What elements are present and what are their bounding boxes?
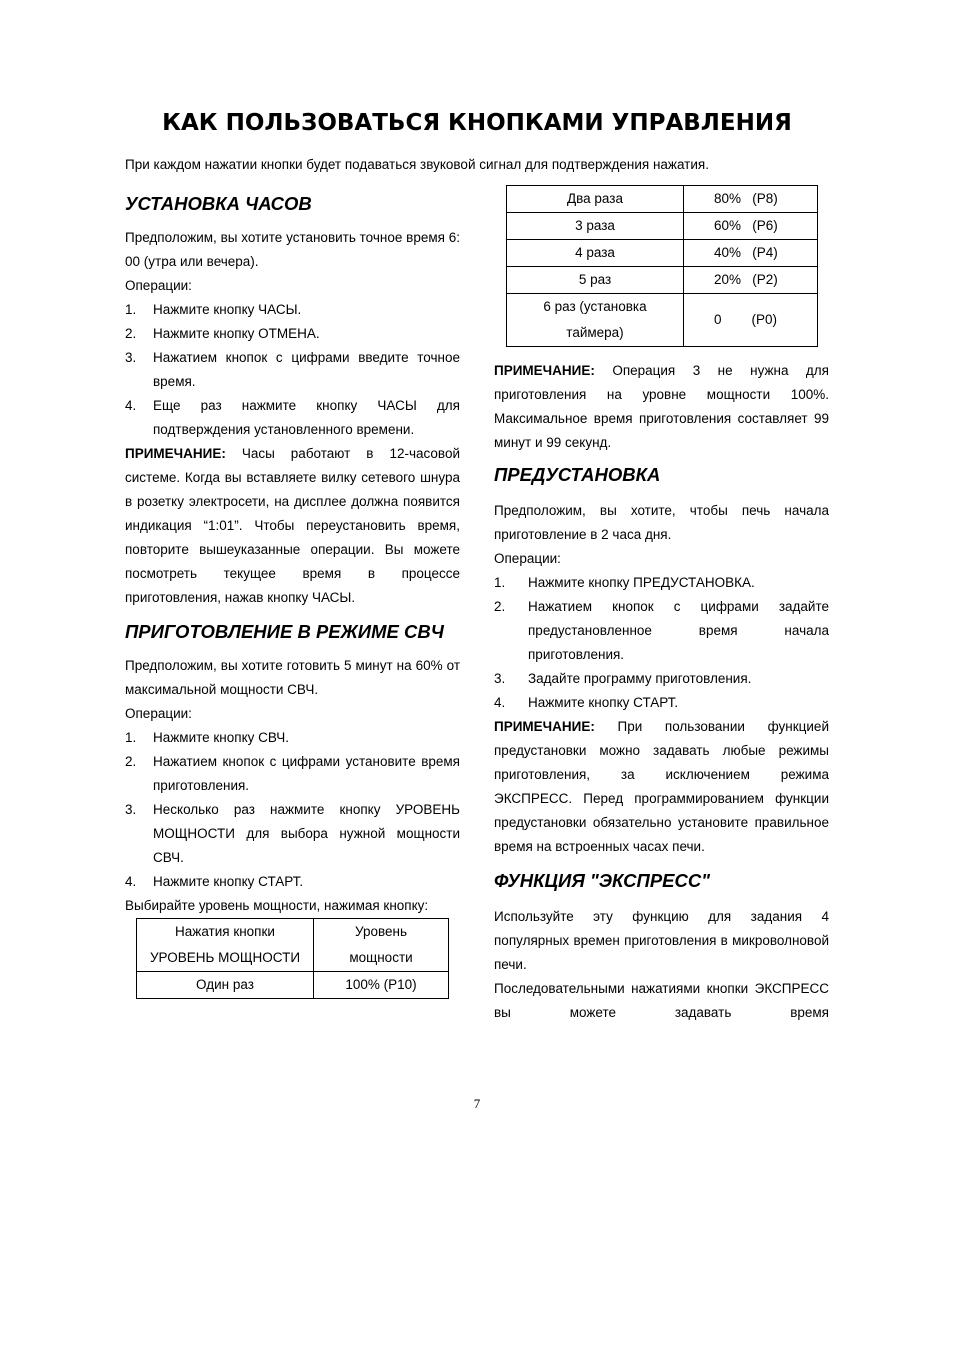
express-paragraph-2: Последовательными нажатиями кнопки ЭКСПРЕСС вы можете задавать время xyxy=(494,981,829,1020)
microwave-steps xyxy=(125,726,460,894)
list-item: 2. Нажатием кнопок с цифрами установите время приготовления. xyxy=(125,754,460,793)
table-header-presses: Нажатия кнопки УРОВЕНЬ МОЩНОСТИ xyxy=(137,919,314,972)
microwave-ops-label: Операции: xyxy=(125,706,192,721)
table-header-level: Уровень мощности xyxy=(314,919,449,972)
table-row: Два раза 80% (P8) xyxy=(507,186,818,213)
clock-heading: УСТАНОВКА ЧАСОВ xyxy=(125,193,312,214)
express-paragraph-1: Используйте эту функцию для задания 4 популярных времен приготовления в микроволновой печи. xyxy=(494,909,829,972)
clock-ops-label: Операции: xyxy=(125,278,192,293)
preset-intro: Предположим, вы хотите, чтобы печь начала приготовление в 2 часа дня. xyxy=(494,503,829,542)
table-row: 4 раза 40% (P4) xyxy=(507,240,818,267)
list-item: 4. Нажмите кнопку СТАРТ. xyxy=(494,695,679,710)
microwave-intro: Предположим, вы хотите готовить 5 минут на 60% от максимальной мощности СВЧ. xyxy=(125,658,460,697)
left-column xyxy=(125,190,460,999)
table-header-row xyxy=(137,919,449,972)
list-item: 1. Нажмите кнопку ПРЕДУСТАНОВКА. xyxy=(494,575,755,590)
list-item: 2. Нажмите кнопку ОТМЕНА. xyxy=(125,326,320,341)
page-title: КАК ПОЛЬЗОВАТЬСЯ КНОПКАМИ УПРАВЛЕНИЯ xyxy=(162,110,792,136)
intro-text: При каждом нажатии кнопки будет подаваться звуковой сигнал для подтверждения нажатия. xyxy=(125,157,709,172)
express-heading: ФУНКЦИЯ "ЭКСПРЕСС" xyxy=(494,870,710,891)
list-item: 3. Нажатием кнопок с цифрами введите точное время. xyxy=(125,350,460,389)
microwave-note: ПРИМЕЧАНИЕ: Операция 3 не нужна для приготовления на уровне мощности 100%. Максимальное время приготовления составляет 99 минут и 99 секунд. xyxy=(494,363,829,450)
power-select-text: Выбирайте уровень мощности, нажимая кнопку: xyxy=(125,898,429,913)
page-number: 7 xyxy=(473,1096,481,1111)
list-item: 3. Несколько раз нажмите кнопку УРОВЕНЬ МОЩНОСТИ для выбора нужной мощности СВЧ. xyxy=(125,802,460,865)
table-row: 5 раз 20% (P2) xyxy=(507,267,818,294)
preset-ops-label: Операции: xyxy=(494,551,561,566)
table-row: Один раз 100% (P10) xyxy=(137,972,449,999)
preset-heading: ПРЕДУСТАНОВКА xyxy=(494,464,661,485)
clock-steps xyxy=(125,298,460,442)
power-level-table xyxy=(136,918,449,999)
list-item: 1. Нажмите кнопку ЧАСЫ. xyxy=(125,302,302,317)
power-level-table-continued xyxy=(506,185,818,347)
list-item: 2. Нажатием кнопок с цифрами задайте предустановленное время начала приготовления. xyxy=(494,599,829,662)
list-item: 4. Нажмите кнопку СТАРТ. xyxy=(125,874,304,889)
preset-steps xyxy=(494,571,829,715)
preset-note: ПРИМЕЧАНИЕ: При пользовании функцией предустановки можно задавать любые режимы приготовления, за исключением режима ЭКСПРЕСС. Перед программированием функции предустановки обязательно установите правильное время на встроенных часах печи. xyxy=(494,719,829,854)
list-item: 4. Еще раз нажмите кнопку ЧАСЫ для подтверждения установленного времени. xyxy=(125,398,460,437)
table-row: 6 раз (установка таймера) 0 (P0) xyxy=(507,294,818,347)
list-item: 1. Нажмите кнопку СВЧ. xyxy=(125,730,290,745)
table-row: 3 раза 60% (P6) xyxy=(507,213,818,240)
right-column xyxy=(494,185,829,1025)
microwave-heading: ПРИГОТОВЛЕНИЕ В РЕЖИМЕ СВЧ xyxy=(125,621,444,642)
clock-intro: Предположим, вы хотите установить точное время 6: 00 (утра или вечера). xyxy=(125,230,460,269)
clock-note: ПРИМЕЧАНИЕ: Часы работают в 12-часовой системе. Когда вы вставляете вилку сетевого шнура в розетку электросети, на дисплее должна появится индикация “1:01”. Чтобы переустановить время, повторите вышеуказанные операции. Вы можете посмотреть текущее время в процессе приготовления, нажав кнопку ЧАСЫ. xyxy=(125,446,460,605)
list-item: 3. Задайте программу приготовления. xyxy=(494,671,752,686)
